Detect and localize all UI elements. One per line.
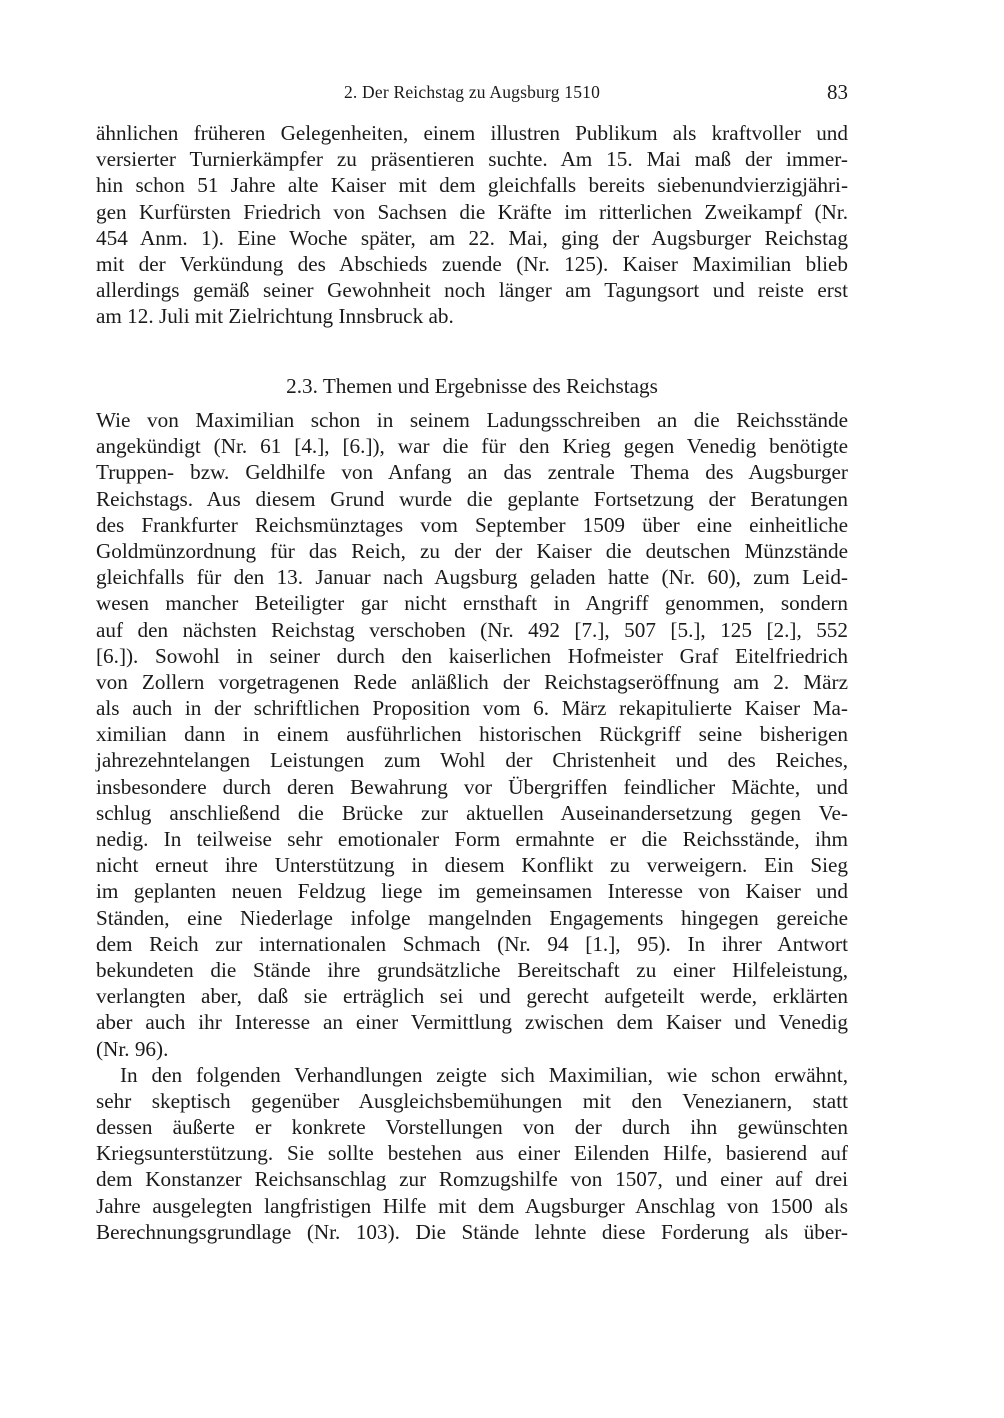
text-line: des Frankfurter Reichsmünztages vom September 1509 über eine einheitliche: [96, 512, 848, 537]
text-line: [6.]). Sowohl in seiner durch den kaiserlichen Hofmeister Graf Eitelfriedrich: [96, 643, 848, 668]
text-line: ähnlichen früheren Gelegenheiten, einem illustren Publikum als kraftvoller und: [96, 121, 848, 145]
text-line: schlug anschließend die Brücke zur aktuellen Auseinandersetzung gegen Ve-: [96, 800, 848, 825]
text-line: versierter Turnierkämpfer zu präsentieren suchte. Am 15. Mai maß der immer-: [96, 147, 848, 172]
text-line: nicht erneut ihre Unterstützung in diesem Konflikt zu verweigern. Ein Sieg: [96, 853, 848, 878]
text-line: gen Kurfürsten Friedrich von Sachsen die Kräfte im ritterlichen Zweikampf (Nr.: [96, 199, 848, 224]
section-heading: 2.3. Themen und Ergebnisse des Reichstags: [286, 374, 658, 398]
running-title: 2. Der Reichstag zu Augsburg 1510: [343, 82, 601, 102]
text-line: insbesondere durch deren Bewahrung vor Übergriffen feindlicher Mächte, und: [96, 774, 848, 799]
text-line: Jahre ausgelegten langfristigen Hilfe mit dem Augsburger Anschlag von 1500 als: [96, 1193, 848, 1218]
running-head: [96, 80, 848, 108]
intro-paragraph: [96, 120, 848, 330]
text-line: dem Reich zur internationalen Schmach (Nr. 94 [1.], 95). In ihrer Antwort: [96, 931, 848, 956]
text-line: von Zollern vorgetragenen Rede anläßlich der Reichstagseröffnung am 2. März: [96, 669, 848, 694]
text-line: sehr skeptisch gegenüber Ausgleichsbemühungen mit den Venezianern, statt: [96, 1088, 848, 1113]
text-line: In den folgenden Verhandlungen zeigte sich Maximilian, wie schon erwähnt,: [120, 1062, 848, 1087]
text-line: allerdings gemäß seiner Gewohnheit noch länger am Tagungsort und reiste erst: [96, 278, 848, 303]
text-line: auf den nächsten Reichstag verschoben (Nr. 492 [7.], 507 [5.], 125 [2.], 552: [96, 617, 848, 642]
text-line: Goldmünzordnung für das Reich, zu der der Kaiser die deutschen Münzstände: [96, 538, 848, 563]
text-line: 454 Anm. 1). Eine Woche später, am 22. Mai, ging der Augsburger Reichstag: [96, 225, 848, 250]
page-number: 83: [827, 80, 848, 104]
paragraph-1: [96, 407, 848, 1062]
text-line: mit der Verkündung des Abschieds zuende (Nr. 125). Kaiser Maximilian blieb: [96, 251, 848, 276]
text-line: Kriegsunterstützung. Sie sollte bestehen aus einer Eilenden Hilfe, basierend auf: [96, 1141, 848, 1166]
text-line: Berechnungsgrundlage (Nr. 103). Die Stände lehnte diese Forderung als über-: [96, 1219, 848, 1244]
text-line: verlangten aber, daß sie erträglich sei und gerecht aufgeteilt werde, erklärten: [96, 984, 848, 1009]
text-line: bekundeten die Stände ihre grundsätzliche Bereitschaft zu einer Hilfeleistung,: [96, 957, 848, 982]
text-line: am 12. Juli mit Zielrichtung Innsbruck ab.: [96, 304, 454, 329]
text-line: ximilian dann in einem ausführlichen historischen Rückgriff seine bisherigen: [96, 722, 848, 747]
text-line: angekündigt (Nr. 61 [4.], [6.]), war die für den Krieg gegen Venedig benötigte: [96, 434, 848, 459]
paragraph-2: [96, 1062, 848, 1245]
text-line: (Nr. 96).: [96, 1036, 169, 1061]
text-line: dessen äußerte er konkrete Vorstellungen von der durch ihn gewünschten: [96, 1115, 848, 1140]
text-line: hin schon 51 Jahre alte Kaiser mit dem gleichfalls bereits siebenundvierzigjähri-: [96, 173, 848, 198]
text-line: Wie von Maximilian schon in seinem Ladungsschreiben an die Reichsstände: [96, 408, 848, 432]
text-line: als auch in der schriftlichen Proposition vom 6. März rekapitulierte Kaiser Ma-: [96, 696, 848, 721]
text-line: nedig. In teilweise sehr emotionaler Form ermahnte er die Reichsstände, ihm: [96, 827, 848, 851]
text-line: aber auch ihr Interesse an einer Vermittlung zwischen dem Kaiser und Venedig: [96, 1010, 848, 1035]
section-body: [96, 407, 848, 1245]
text-line: gleichfalls für den 13. Januar nach Augsburg geladen hatte (Nr. 60), zum Leid-: [96, 565, 848, 590]
text-line: wesen mancher Beteiligter gar nicht ernsthaft in Angriff genommen, sondern: [96, 591, 848, 616]
text-line: Truppen- bzw. Geldhilfe von Anfang an das zentrale Thema des Augsburger: [96, 460, 848, 485]
text-line: jahrezehntelangen Leistungen zum Wohl der Christenheit und des Reiches,: [96, 748, 848, 773]
text-line: dem Konstanzer Reichsanschlag zur Romzugshilfe von 1507, und einer auf drei: [96, 1167, 848, 1192]
text-line: Reichstags. Aus diesem Grund wurde die geplante Fortsetzung der Beratungen: [96, 486, 848, 511]
text-line: im geplanten neuen Feldzug liege im gemeinsamen Interesse von Kaiser und: [96, 879, 848, 904]
text-line: Ständen, eine Niederlage infolge mangelnden Engagements hingegen gereiche: [96, 905, 848, 930]
